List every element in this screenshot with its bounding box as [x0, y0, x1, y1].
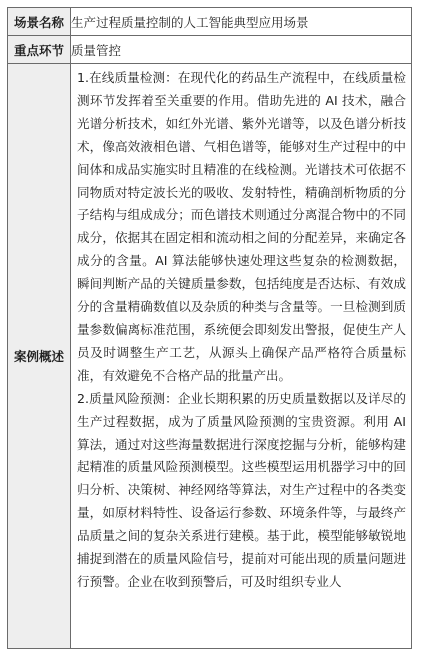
key-link-label: 重点环节: [8, 36, 71, 64]
case-table: [7, 7, 412, 649]
case-overview-cell: [71, 64, 412, 649]
table-row-key-link: [8, 36, 412, 64]
paragraph-online-inspection: 1.在线质量检测：在现代化的药品生产流程中，在线质量检测环节发挥着至关重要的作用。借助先进的 AI 技术，融合光谱分析技术，如红外光谱、紫外光谱等，以及色谱分析技术，像高效液相色谱、气相色谱等，能够对生产过程中的中间体和成品实施实时且精准的在线检测。光谱技术可依据不同物质对特定波长光的吸收、发射特性，精确剖析物质的分子结构与组成成分；而色谱技术则通过分离混合物中的不同成分，依据其在固定相和流动相之间的分配差异，来确定各成分的含量。AI 算法能够快速处理这些复杂的检测数据，瞬间判断产品的关键质量参数，包括纯度是否达标、有效成分的含量精确数值以及杂质的种类与含量等。一旦检测到质量参数偏离标准范围，系统便会即刻发出警报，促使生产人员及时调整生产工艺，从源头上确保产品严格符合质量标准，有效避免不合格产品的批量产出。: [77, 70, 406, 383]
table-row-scene-name: [8, 8, 412, 36]
case-overview-body: [71, 64, 411, 594]
case-overview-label: 案例概述: [8, 64, 71, 649]
paragraph-risk-prediction: 2.质量风险预测：企业长期积累的历史质量数据以及详尽的生产过程数据，成为了质量风险预测的宝贵资源。利用 AI 算法，通过对这些海量数据进行深度挖掘与分析，能够构建起精准的质量风险预测模型。这些模型运用机器学习中的回归分析、决策树、神经网络等算法，对生产过程中的各类变量，如原材料特性、设备运行参数、环境条件等，与最终产品质量之间的复杂关系进行建模。基于此，模型能够敏锐地捕捉到潜在的质量风险信号，提前对可能出现的质量问题进行预警。企业在收到预警后，可及时组织专业人: [77, 390, 406, 589]
table-row-case-overview: [8, 64, 412, 649]
scene-name-label: 场景名称: [8, 8, 71, 36]
key-link-value: 质量管控: [71, 36, 412, 64]
scene-name-value: 生产过程质量控制的人工智能典型应用场景: [71, 8, 412, 36]
